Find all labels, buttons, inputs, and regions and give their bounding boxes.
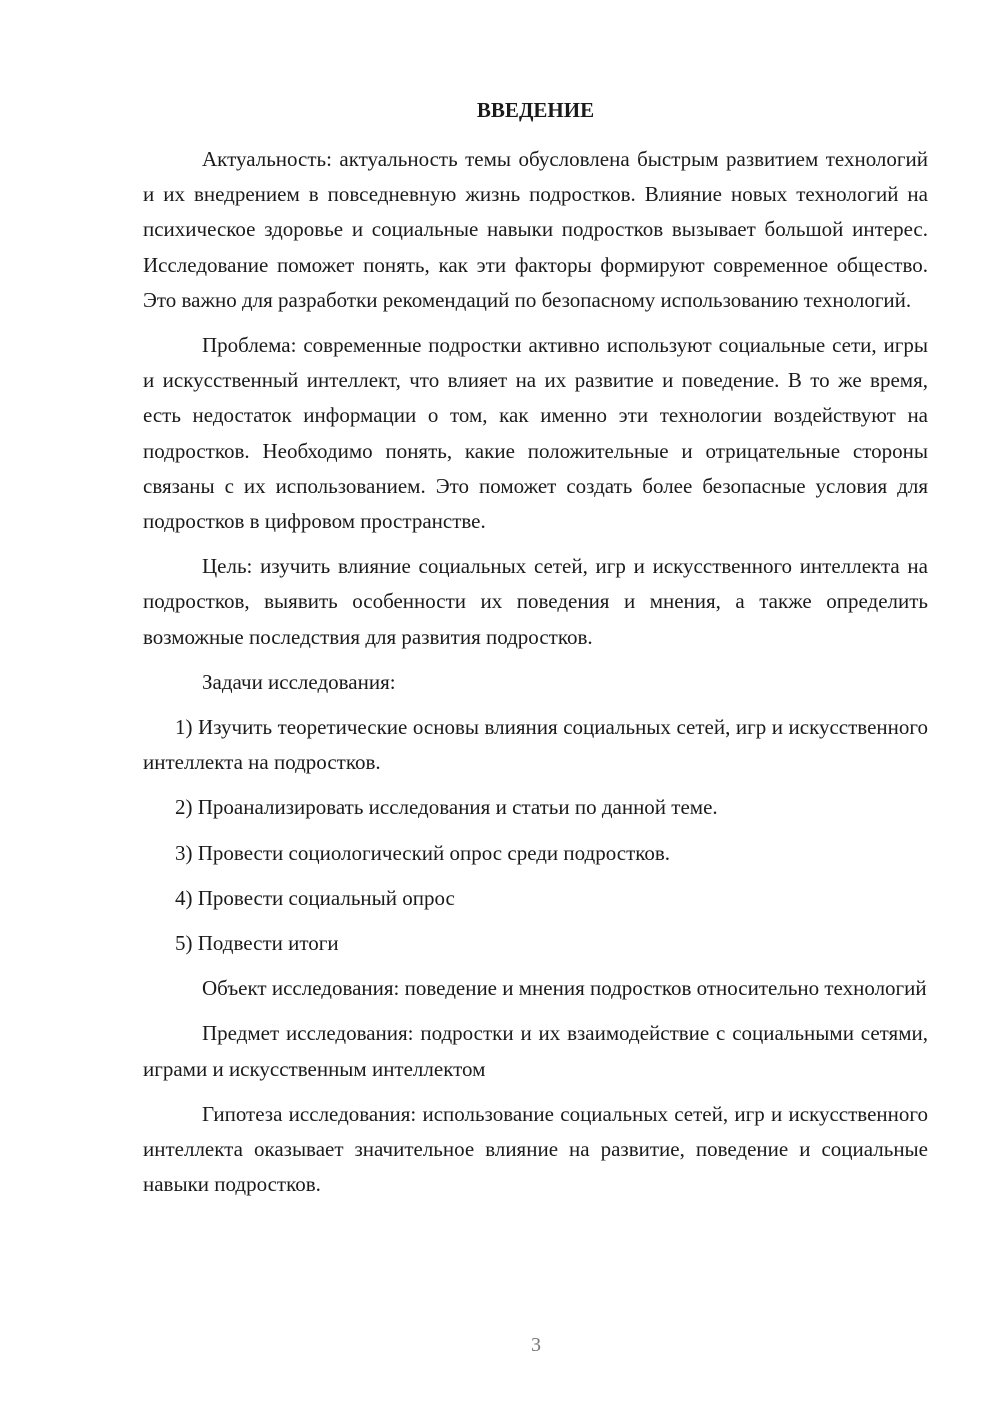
task-item-2: 2) Проанализировать исследования и статьи по данной теме. (175, 795, 718, 820)
relevance-paragraph: Актуальность: актуальность темы обусловлена быстрым развитием технологий и их внедрением в повседневную жизнь подростков. Влияние новых технологий на психическое здоровье и социальные навыки подростков вызывает большой интерес. Исследование поможет понять, как эти факторы формируют современное общество. Это важно для разработки рекомендаций по безопасному использованию технологий. (143, 147, 928, 312)
document-page (143, 88, 928, 1212)
task-item-1: 1) Изучить теоретические основы влияния социальных сетей, игр и искусственного интеллекта на подростков. (143, 715, 928, 775)
task-item-3: 3) Провести социологический опрос среди подростков. (175, 840, 671, 865)
page-number: 3 (531, 1334, 541, 1356)
tasks-heading: Задачи исследования: (202, 669, 396, 694)
hypothesis-paragraph: Гипотеза исследования: использование социальных сетей, игр и искусственного интеллекта оказывает значительное влияние на развитие, поведение и социальные навыки подростков. (143, 1101, 928, 1197)
subject-paragraph: Предмет исследования: подростки и их взаимодействие с социальными сетями, играми и искусственным интеллектом (143, 1021, 928, 1081)
task-item-5: 5) Подвести итоги (175, 931, 339, 956)
problem-paragraph: Проблема: современные подростки активно используют социальные сети, игры и искусственный интеллект, что влияет на их развитие и поведение. В то же время, есть недостаток информации о том, как именно эти технологии воздействуют на подростков. Необходимо понять, какие положительные и отрицательные стороны связаны с их использованием. Это поможет создать более безопасные условия для подростков в цифровом пространстве. (143, 333, 928, 534)
task-item-4: 4) Провести социальный опрос (175, 885, 455, 910)
page-title: ВВЕДЕНИЕ (476, 98, 595, 122)
object-paragraph: Объект исследования: поведение и мнения подростков относительно технологий (202, 976, 927, 1001)
goal-paragraph: Цель: изучить влияние социальных сетей, игр и искусственного интеллекта на подростков, выявить особенности их поведения и мнения, а также определить возможные последствия для развития подростков. (143, 554, 928, 649)
